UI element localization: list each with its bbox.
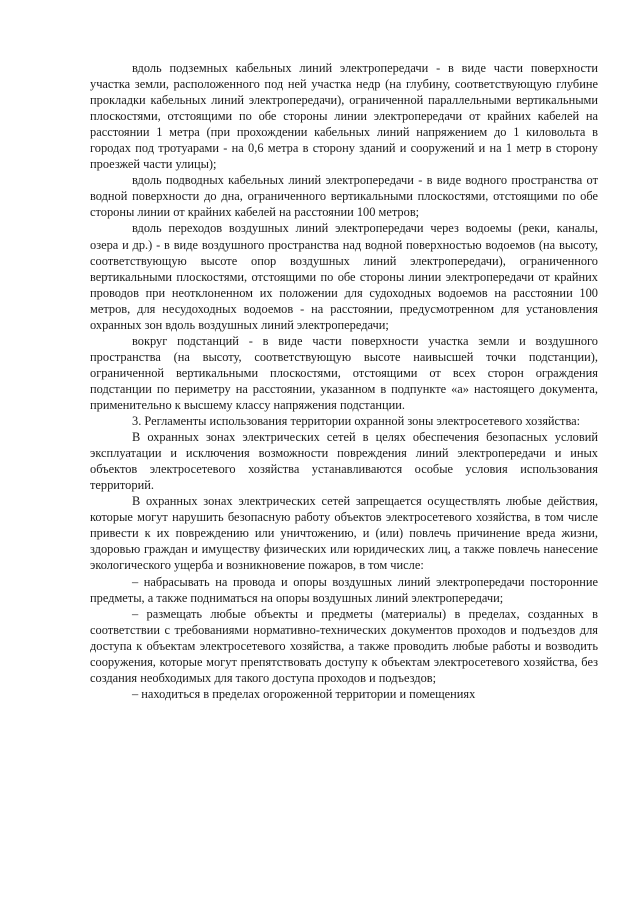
paragraph-underwater-cable-lines: вдоль подводных кабельных линий электропередачи - в виде водного пространства от водной поверхности до дна, ограниченного вертикальными плоскостями, отстоящими по обе стороны линии от крайних кабелей на расстоянии 100 метров; [90, 173, 598, 220]
paragraph-substations: вокруг подстанций - в виде части поверхности участка земли и воздушного пространства (на высоту, соответствующую высоте наивысшей точки подстанции), ограниченной вертикальными плоскостями, отстоящими от всех сторон ограждения подстанции по периметру на расстоянии, указанном в подпункте «а» настоящего документа, применительно к высшему классу напряжения подстанции. [90, 333, 598, 412]
paragraph-overhead-line-crossings: вдоль переходов воздушных линий электропередачи через водоемы (реки, каналы, озера и др.) - в виде воздушного пространства над водной поверхностью водоемов (на высоту, соответствующую высоте опор воздушных линий электропередачи), ограниченного вертикальными плоскостями, отстоящими по обе стороны линии электропередачи от крайних проводов при неотклоненном их положении для судоходных водоемов на расстоянии 100 метров, для несудоходных водоемов - на расстоянии, предусмотренном для установления охранных зон вдоль воздушных линий электропередачи; [90, 221, 598, 332]
paragraph-special-conditions: В охранных зонах электрических сетей в целях обеспечения безопасных условий эксплуатации и исключения возможности повреждения линий электропередачи и иных объектов электросетевого хозяйства устанавливаются особые условия использования территорий. [90, 430, 598, 493]
list-item-fenced-territory: – находиться в пределах огороженной территории и помещениях [132, 686, 476, 701]
list-item-throwing-objects: – набрасывать на провода и опоры воздушных линий электропередачи посторонние предметы, а также подниматься на опоры воздушных линий электропередачи; [90, 574, 598, 605]
list-item-placing-objects: – размещать любые объекты и предметы (материалы) в пределах, созданных в соответствии с требованиями нормативно-технических документов проходов и подъездов для доступа к объектам электросетевого хозяйства, а также проводить любые работы и возводить сооружения, которые могут препятствовать доступу к объектам электросетевого хозяйства, без создания необходимых для такого доступа проходов и подъездов; [90, 606, 598, 685]
paragraph-underground-cable-lines: вдоль подземных кабельных линий электропередачи - в виде части поверхности участка земли, расположенного под ней участка недр (на глубину, соответствующую глубине прокладки кабельных линий электропередачи), ограниченной параллельными вертикальными плоскостями, отстоящими по обе стороны линии электропередачи от крайних кабелей на расстоянии 1 метра (при прохождении кабельных линий напряжением до 1 киловольта в городах под тротуарами - на 0,6 метра в сторону зданий и сооружений и на 1 метр в сторону проезжей части улицы); [90, 61, 598, 172]
document-page [90, 60, 598, 702]
paragraph-prohibitions: В охранных зонах электрических сетей запрещается осуществлять любые действия, которые могут нарушить безопасную работу объектов электросетевого хозяйства, в том числе привести к их повреждению или уничтожению, и (или) повлечь причинение вреда жизни, здоровью граждан и имуществу физических или юридических лиц, а также повлечь нанесение экологического ущерба и возникновение пожаров, в том числе: [90, 494, 598, 573]
section-heading-3: 3. Регламенты использования территории охранной зоны электросетевого хозяйства: [132, 414, 581, 429]
